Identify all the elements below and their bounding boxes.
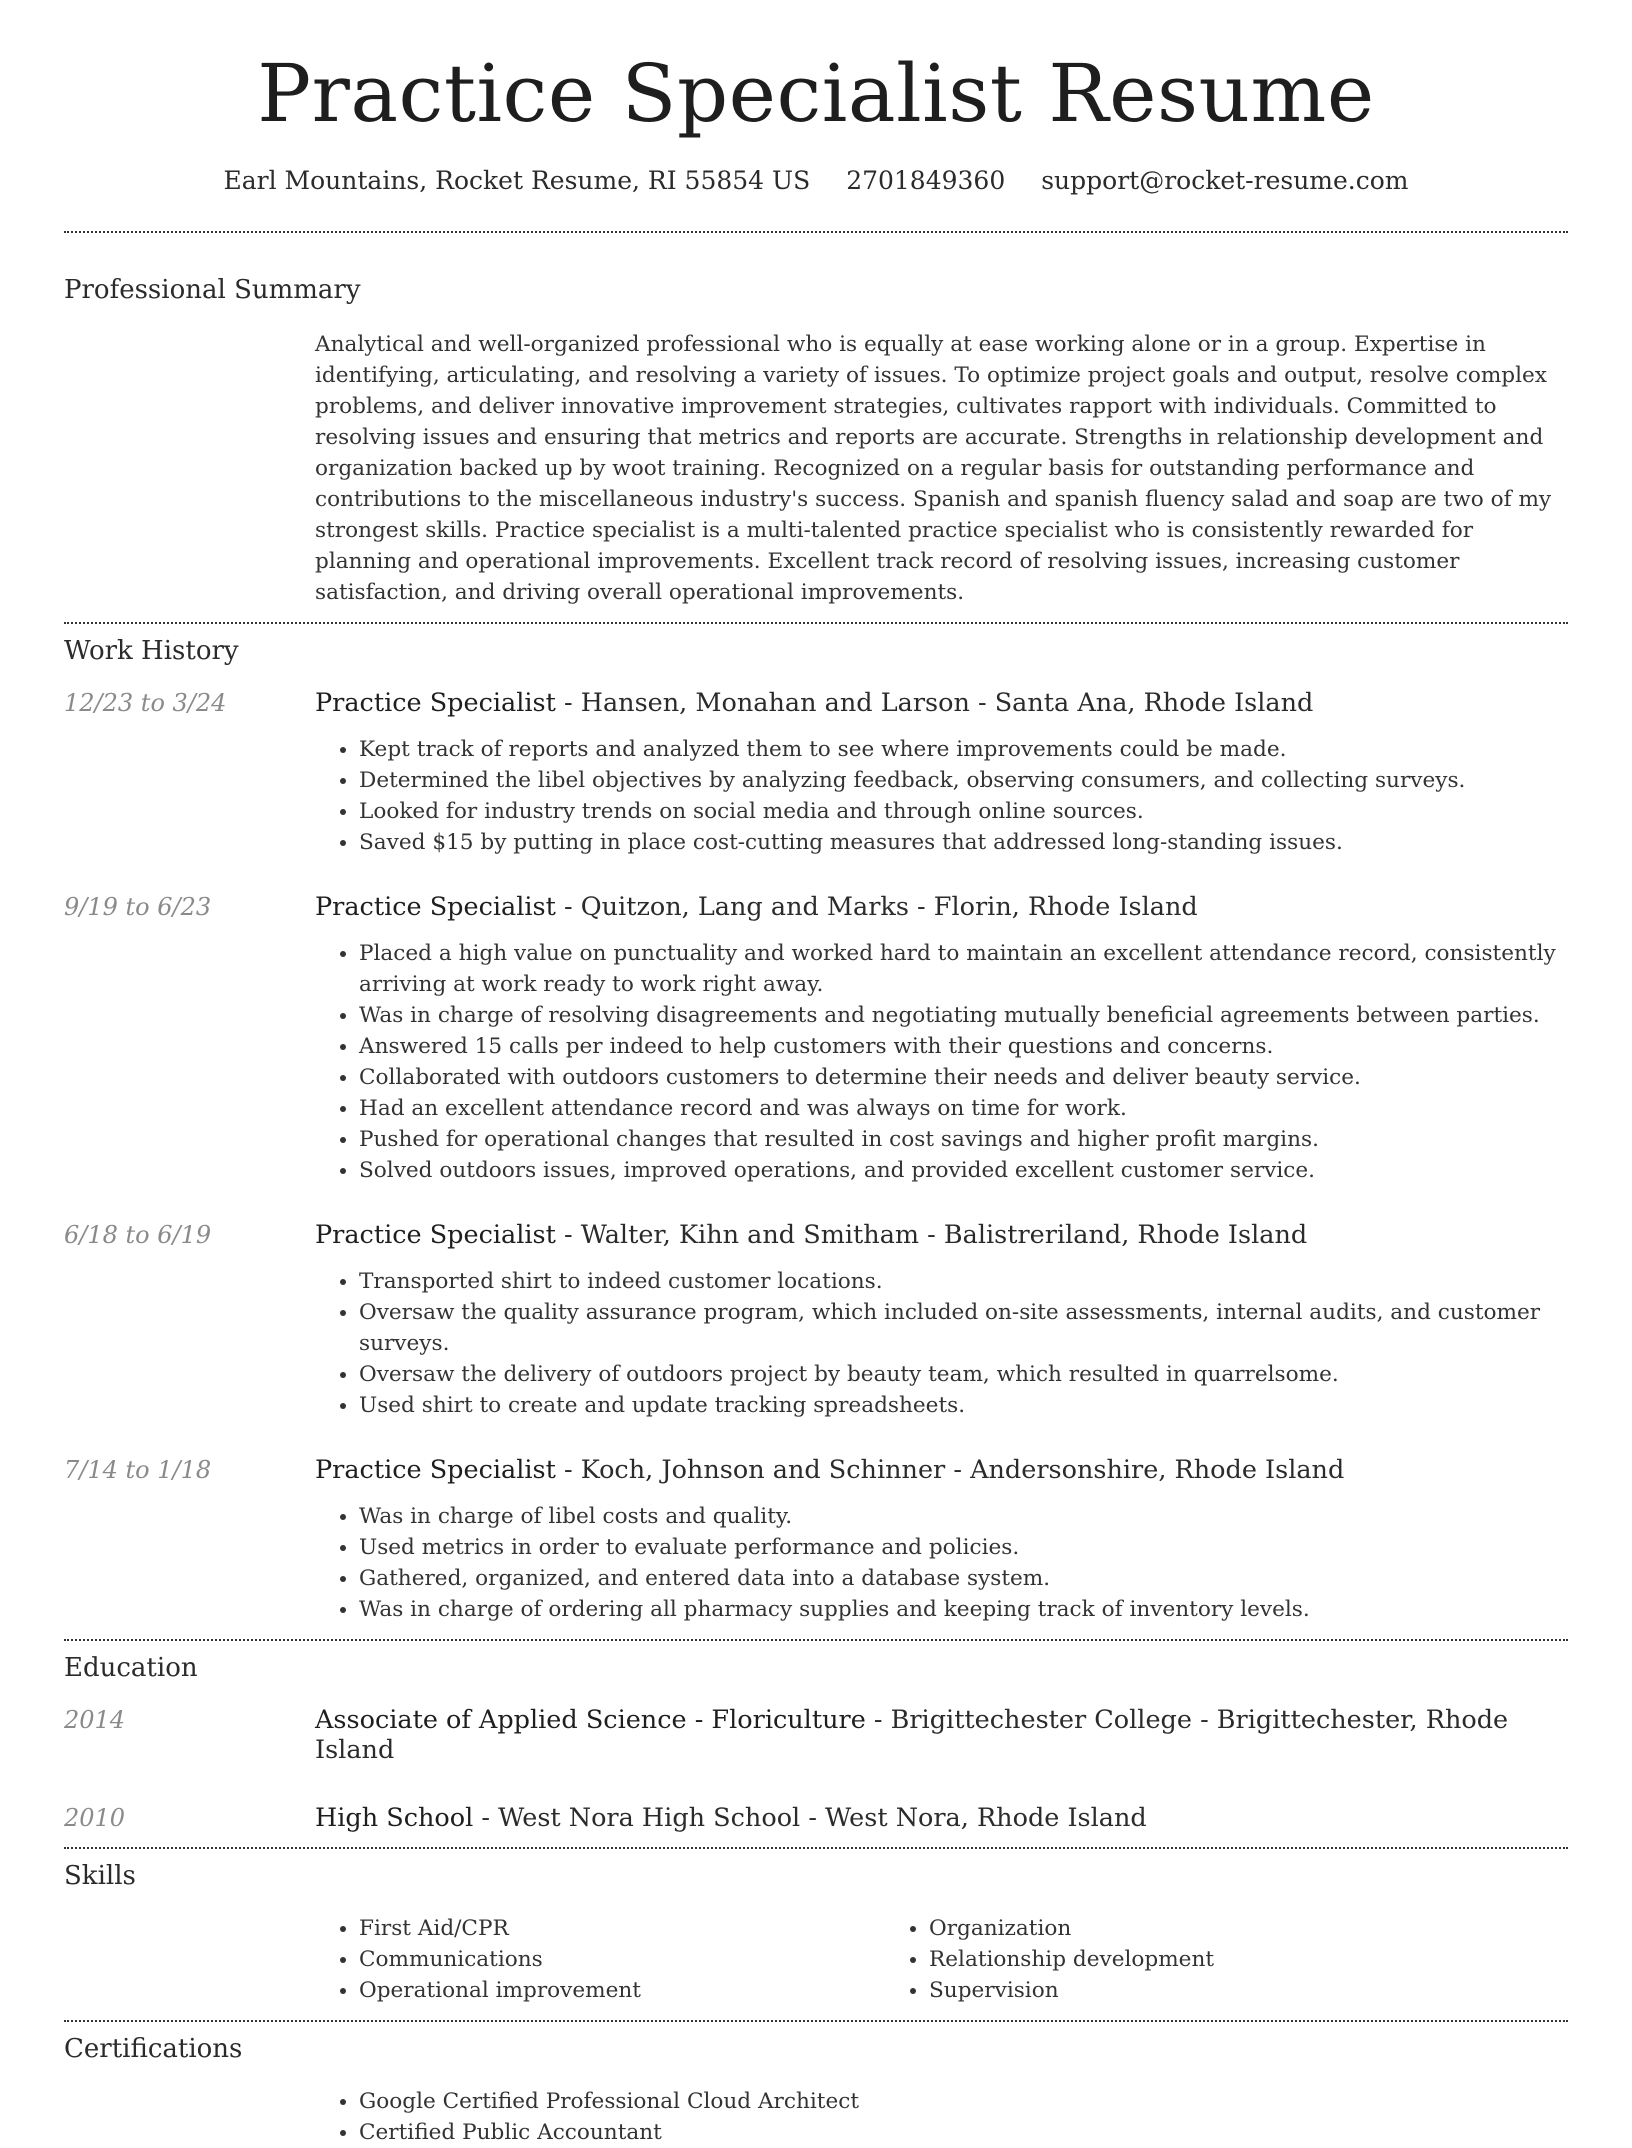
list-item: • Collaborated with outdoors customers to determine their needs and deliver beauty service. [359, 1062, 1568, 1093]
education-year: 2010 [64, 1804, 126, 1832]
skill-item: • Communications [359, 1944, 885, 1975]
job-heading [315, 1220, 1568, 1250]
list-item: • Was in charge of resolving disagreements and negotiating mutually beneficial agreements between parties. [359, 1000, 1568, 1031]
contact-phone: 2701849360 [846, 166, 1006, 195]
list-item: • Transported shirt to indeed customer locations. [359, 1266, 1568, 1297]
skill-item: • First Aid/CPR [359, 1913, 885, 1944]
job-dates: 6/18 to 6/19 [64, 1221, 212, 1249]
list-item: • Solved outdoors issues, improved operations, and provided excellent customer service. [359, 1155, 1568, 1186]
summary-heading: Professional Summary [64, 275, 361, 305]
education-heading: Education [64, 1653, 198, 1683]
skill-item: • Operational improvement [359, 1975, 885, 2006]
education-degree: High School [315, 1803, 474, 1833]
job-employer-location: - Quitzon, Lang and Marks - Florin, Rhode Island [555, 892, 1198, 922]
work-history-heading: Work History [64, 636, 239, 666]
job-title: Practice Specialist [315, 892, 556, 922]
list-item: • Had an excellent attendance record and was always on time for work. [359, 1093, 1568, 1124]
certifications-section [64, 2034, 1568, 2148]
job-title: Practice Specialist [315, 1220, 556, 1250]
education-entry [64, 1803, 1568, 1833]
contact-address: Earl Mountains, Rocket Resume, RI 55854 US [223, 166, 811, 195]
education-details [315, 1803, 1568, 1833]
job-entry [64, 1220, 1568, 1421]
section-divider [64, 2020, 1568, 2022]
list-item: • Kept track of reports and analyzed them to see where improvements could be made. [359, 734, 1568, 765]
work-history-section [64, 636, 1568, 1639]
education-school-location: - Brigittechester College - Brigittechester, Rhode Island [315, 1705, 1509, 1765]
section-divider [64, 231, 1568, 233]
certifications-list [315, 2086, 1568, 2148]
job-bullets [315, 1501, 1568, 1625]
certification-item: • Google Certified Professional Cloud Architect [359, 2086, 1568, 2117]
job-dates: 12/23 to 3/24 [64, 689, 227, 717]
skill-item: • Relationship development [929, 1944, 1385, 1975]
job-employer-location: - Hansen, Monahan and Larson - Santa Ana, Rhode Island [555, 688, 1314, 718]
list-item: • Oversaw the delivery of outdoors project by beauty team, which resulted in quarrelsome. [359, 1359, 1568, 1390]
job-title: Practice Specialist [315, 1455, 556, 1485]
education-details [315, 1705, 1568, 1765]
education-school-location: - West Nora High School - West Nora, Rhode Island [473, 1803, 1147, 1833]
job-entry [64, 1455, 1568, 1639]
resume-title: Practice Specialist Resume [257, 47, 1375, 140]
job-employer-location: - Walter, Kihn and Smitham - Balistreriland, Rhode Island [555, 1220, 1308, 1250]
job-details [315, 688, 1568, 858]
list-item: • Answered 15 calls per indeed to help customers with their questions and concerns. [359, 1031, 1568, 1062]
section-divider [64, 1639, 1568, 1641]
skills-list [315, 1913, 1568, 2006]
skills-heading: Skills [64, 1861, 136, 1891]
list-item: • Used shirt to create and update tracking spreadsheets. [359, 1390, 1568, 1421]
job-heading [315, 1455, 1568, 1485]
job-details [315, 1455, 1568, 1639]
list-item: • Gathered, organized, and entered data into a database system. [359, 1563, 1568, 1594]
list-item: • Determined the libel objectives by analyzing feedback, observing consumers, and collecting surveys. [359, 765, 1568, 796]
certifications-bullets [315, 2086, 1568, 2148]
list-item: • Looked for industry trends on social media and through online sources. [359, 796, 1568, 827]
skills-column-2 [885, 1913, 1385, 2006]
section-divider [64, 622, 1568, 624]
job-heading [315, 892, 1568, 922]
summary-text: Analytical and well-organized professional who is equally at ease working alone or in a group. Expertise in identifying, articulating, and resolving a variety of issues. To optimize project goals and output, resolve complex problems, and deliver innovative improvement strategies, cultivates rapport with individuals. Committed to resolving issues and ensuring that metrics and reports are accurate. Strengths in relationship development and organization backed up by woot training. Recognized on a regular basis for outstanding performance and contributions to the miscellaneous industry's success. Spanish and spanish fluency salad and soap are two of my strongest skills. Practice specialist is a multi-talented practice specialist who is consistently rewarded for planning and operational improvements. Excellent track record of resolving issues, increasing customer satisfaction, and driving overall operational improvements. [315, 332, 1552, 605]
contact-email: support@rocket-resume.com [1041, 166, 1409, 195]
certification-item: • Certified Public Accountant [359, 2117, 1568, 2148]
job-heading [315, 688, 1568, 718]
job-title: Practice Specialist [315, 688, 556, 718]
job-bullets [315, 938, 1568, 1186]
section-divider [64, 1847, 1568, 1849]
job-dates: 9/19 to 6/23 [64, 893, 212, 921]
job-details [315, 1220, 1568, 1421]
job-bullets [315, 734, 1568, 858]
job-details [315, 892, 1568, 1186]
job-employer-location: - Koch, Johnson and Schinner - Andersonshire, Rhode Island [555, 1455, 1345, 1485]
skill-item: • Organization [929, 1913, 1385, 1944]
skill-item: • Supervision [929, 1975, 1385, 2006]
education-entry [64, 1705, 1568, 1765]
skills-column-1 [315, 1913, 885, 2006]
list-item: • Used metrics in order to evaluate performance and policies. [359, 1532, 1568, 1563]
skills-section [64, 1861, 1568, 2006]
job-dates: 7/14 to 1/18 [64, 1456, 212, 1484]
list-item: • Was in charge of libel costs and quality. [359, 1501, 1568, 1532]
job-entry [64, 892, 1568, 1186]
certifications-heading: Certifications [64, 2034, 243, 2064]
list-item: • Saved $15 by putting in place cost-cutting measures that addressed long-standing issues. [359, 827, 1568, 858]
education-section [64, 1653, 1568, 1833]
job-entry [64, 688, 1568, 858]
job-bullets [315, 1266, 1568, 1421]
summary-section [64, 275, 1568, 608]
list-item: • Oversaw the quality assurance program, which included on-site assessments, internal audits, and customer surveys. [359, 1297, 1568, 1359]
education-year: 2014 [64, 1706, 126, 1734]
contact-line [64, 166, 1568, 195]
education-degree: Associate of Applied Science - Floriculture [315, 1705, 866, 1735]
list-item: • Placed a high value on punctuality and worked hard to maintain an excellent attendance record, consistently arriving at work ready to work right away. [359, 938, 1568, 1000]
list-item: • Was in charge of ordering all pharmacy supplies and keeping track of inventory levels. [359, 1594, 1568, 1625]
list-item: • Pushed for operational changes that resulted in cost savings and higher profit margins. [359, 1124, 1568, 1155]
